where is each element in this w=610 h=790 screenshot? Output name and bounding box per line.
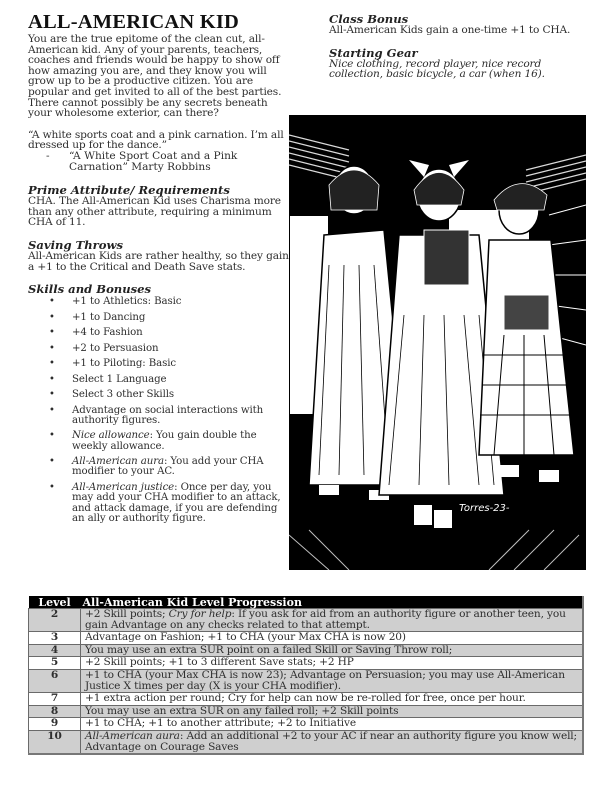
- right-column: [329, 13, 591, 80]
- level-cell: 6: [29, 669, 81, 692]
- progression-prefix: +2 Skill points;: [85, 608, 169, 620]
- table-header-row: [29, 596, 584, 609]
- attribution-dash: -: [46, 149, 50, 162]
- bullet-icon: •: [49, 358, 55, 370]
- progression-text: You may use an extra SUR point on a failed Skill or Saving Throw roll;: [85, 643, 453, 656]
- bullet-icon: •: [49, 404, 55, 416]
- level-cell: 4: [29, 644, 81, 657]
- bullet-icon: •: [49, 389, 55, 401]
- song-quote: “A white sports coat and a pink carnation. I’m all dressed up for the dance.”: [28, 128, 284, 152]
- progression-cell: [81, 632, 584, 645]
- skill-item-text: Advantage on social interactions with authority figures.: [72, 404, 264, 426]
- skills-section: [28, 283, 290, 524]
- table-row: [29, 609, 584, 632]
- table-row: [29, 644, 584, 657]
- progression-text: +1 extra action per round; Cry for help can now be re-rolled for free, once per hour.: [85, 692, 526, 705]
- class-bonus-text: All-American Kids gain a one-time +1 to CHA.: [329, 24, 571, 36]
- level-cell: 8: [29, 705, 81, 718]
- progression-cell: [81, 730, 584, 754]
- artist-signature: Torres-23-: [459, 503, 510, 514]
- skill-item-text: +2 to Persuasion: [72, 342, 159, 354]
- attribution-text: “A White Sport Coat and a Pink Carnation” Marty Robbins: [69, 149, 238, 173]
- skill-item-text: +1 to Athletics: Basic: [72, 296, 182, 308]
- progression-text: +2 Skill points; +1 to 3 different Save stats; +2 HP: [85, 656, 354, 669]
- starting-gear-heading: Starting Gear: [329, 45, 418, 60]
- progression-cell: [81, 669, 584, 692]
- skill-item: [28, 457, 290, 478]
- class-bonus-section: [329, 13, 591, 36]
- progression-text: Advantage on Fashion; +1 to CHA (your Max CHA is now 20): [85, 631, 406, 644]
- bullet-icon: •: [49, 481, 55, 493]
- bullet-icon: •: [49, 327, 55, 339]
- saving-throws-text: All-American Kids are rather healthy, so they gain a +1 to the Critical and Death Save stats.: [28, 249, 289, 273]
- page-title: ALL-AMERICAN KID: [28, 11, 240, 33]
- level-cell: 10: [29, 730, 81, 754]
- progression-cell: [81, 644, 584, 657]
- bullet-icon: •: [49, 311, 55, 323]
- prime-attribute-heading: Prime Attribute/ Requirements: [28, 183, 230, 198]
- starting-gear-section: [329, 47, 591, 80]
- skill-item-text: Select 1 Language: [72, 373, 167, 385]
- level-cell: 5: [29, 657, 81, 670]
- skill-item: [28, 297, 290, 307]
- level-cell: 7: [29, 693, 81, 706]
- skill-item-text: : You gain double the weekly allowance.: [72, 430, 257, 452]
- skill-item: [28, 344, 290, 354]
- skill-item: [28, 390, 290, 400]
- skills-heading: Skills and Bonuses: [28, 282, 152, 297]
- character-illustration: [289, 115, 586, 570]
- skill-item-text: Select 3 other Skills: [72, 389, 175, 401]
- bullet-icon: •: [49, 430, 55, 442]
- skill-item: [28, 375, 290, 385]
- skill-item-italic: All-American aura: [72, 456, 164, 467]
- skill-item: [28, 406, 290, 427]
- intro-paragraph: You are the true epitome of the clean cut, all-American kid. Any of your parents, teachers, coaches and friends would be happy to show off how amazing you are, and they know you will grow up to be a productive citizen. You are popular and get invited to all of the best parties. There cannot possibly be any secrets beneath your wholesome exterior, can there?: [28, 33, 282, 120]
- table-row: [29, 730, 584, 754]
- skill-item: [28, 431, 290, 452]
- saving-throws-section: [28, 239, 290, 272]
- table-row: [29, 705, 584, 718]
- prime-attribute-text: CHA. The All-American Kid uses Charisma more than any other attribute, requiring a minimum CHA of 11.: [28, 195, 281, 229]
- level-progression-table: [28, 596, 584, 755]
- progression-cell: [81, 718, 584, 731]
- starting-gear-text: Nice clothing, record player, nice record collection, basic bicycle, a car (when 16).: [329, 57, 545, 81]
- skill-item-text: : You add your CHA modifier to your AC.: [72, 456, 264, 478]
- skill-item-text: : Once per day, you may add your CHA modifier to an attack, and attack damage, if you are defending an ally or authority figure.: [72, 481, 281, 524]
- progression-text: +1 to CHA; +1 to another attribute; +2 to Initiative: [85, 717, 356, 730]
- progression-cell: [81, 657, 584, 670]
- level-cell: 9: [29, 718, 81, 731]
- table-row: [29, 657, 584, 670]
- level-cell: 2: [29, 609, 81, 632]
- table-row: [29, 632, 584, 645]
- progression-text: : If you ask for aid from an authority figure or another teen, you gain Advantage on any checks related to that attempt.: [85, 608, 566, 631]
- progression-cell: [81, 609, 584, 632]
- table-row: [29, 693, 584, 706]
- progression-cell: [81, 705, 584, 718]
- progression-column-header: All-American Kid Level Progression: [81, 596, 584, 609]
- skill-item-text: +4 to Fashion: [72, 327, 143, 339]
- skill-item-text: +1 to Dancing: [72, 311, 146, 323]
- progression-italic: All-American aura: [85, 729, 180, 742]
- illustration-art: [289, 115, 586, 570]
- left-column: [28, 34, 290, 529]
- skill-item-italic: Nice allowance: [72, 430, 150, 442]
- skill-item: [28, 483, 290, 525]
- class-bonus-heading: Class Bonus: [329, 12, 409, 26]
- bullet-icon: •: [49, 296, 55, 308]
- progression-text: : Add an additional +2 to your AC if near an authority figure you know well; Advantage on Courage Saves: [85, 729, 577, 753]
- skill-item: [28, 359, 290, 369]
- table-row: [29, 718, 584, 731]
- saving-throws-heading: Saving Throws: [28, 237, 124, 252]
- skill-item-text: +1 to Piloting: Basic: [72, 358, 176, 370]
- table-row: [29, 669, 584, 692]
- skill-item-italic: All-American justice: [72, 481, 175, 493]
- skill-item: [28, 313, 290, 323]
- progression-italic: Cry for help: [168, 608, 232, 620]
- bullet-icon: •: [49, 373, 55, 385]
- progression-cell: [81, 693, 584, 706]
- skills-list: [28, 297, 290, 524]
- bullet-icon: •: [49, 342, 55, 354]
- level-column-header: Level: [29, 596, 81, 609]
- bullet-icon: •: [49, 456, 55, 467]
- progression-text: You may use an extra SUR on any failed roll; +2 Skill points: [85, 704, 399, 717]
- prime-attribute-section: [28, 184, 290, 228]
- skill-item: [28, 328, 290, 338]
- quote-attribution: [46, 151, 290, 172]
- level-cell: 3: [29, 632, 81, 645]
- progression-text: +1 to CHA (your Max CHA is now 23); Advantage on Persuasion; you may use All-American Justice X times per day (X is your CHA modifier).: [85, 668, 565, 692]
